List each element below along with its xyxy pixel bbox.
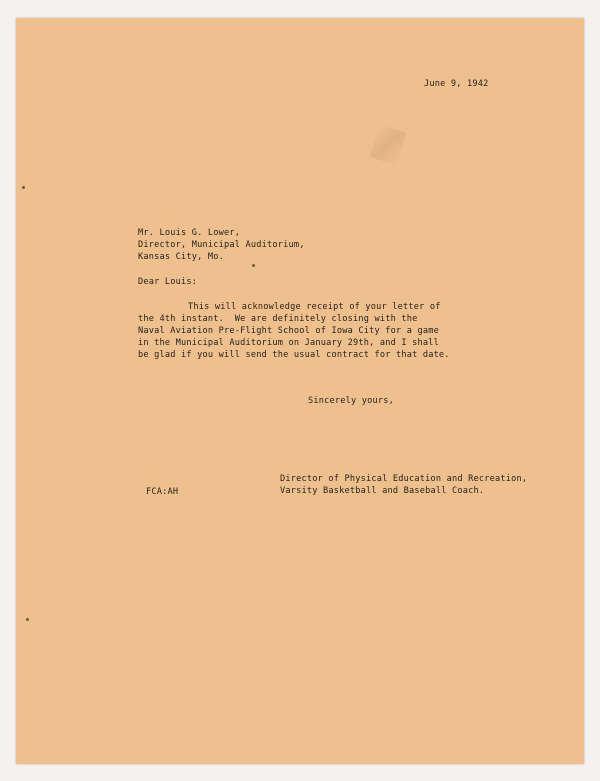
recipient-city: Kansas City, Mo. bbox=[138, 252, 224, 262]
body-line-2: the 4th instant. We are definitely closing with the bbox=[138, 314, 418, 324]
salutation: Dear Louis: bbox=[138, 277, 198, 287]
signature-title-1: Director of Physical Education and Recreation, bbox=[280, 474, 528, 484]
letter-date: June 9, 1942 bbox=[424, 79, 489, 89]
paper-speck bbox=[22, 186, 25, 189]
paper-speck bbox=[26, 618, 29, 621]
typist-initials: FCA:AH bbox=[146, 487, 179, 497]
body-line-3: Naval Aviation Pre-Flight School of Iowa City for a game bbox=[138, 326, 439, 336]
letter-page bbox=[16, 18, 584, 764]
paper-speck bbox=[252, 264, 255, 267]
paper-smudge bbox=[369, 125, 406, 166]
closing: Sincerely yours, bbox=[308, 396, 394, 406]
body-line-1: This will acknowledge receipt of your letter of bbox=[188, 302, 441, 312]
recipient-name: Mr. Louis G. Lower, bbox=[138, 228, 241, 238]
recipient-title: Director, Municipal Auditorium, bbox=[138, 240, 305, 250]
body-line-5: be glad if you will send the usual contract for that date. bbox=[138, 350, 450, 360]
signature-title-2: Varsity Basketball and Baseball Coach. bbox=[280, 486, 485, 496]
body-line-4: in the Municipal Auditorium on January 29th, and I shall bbox=[138, 338, 439, 348]
